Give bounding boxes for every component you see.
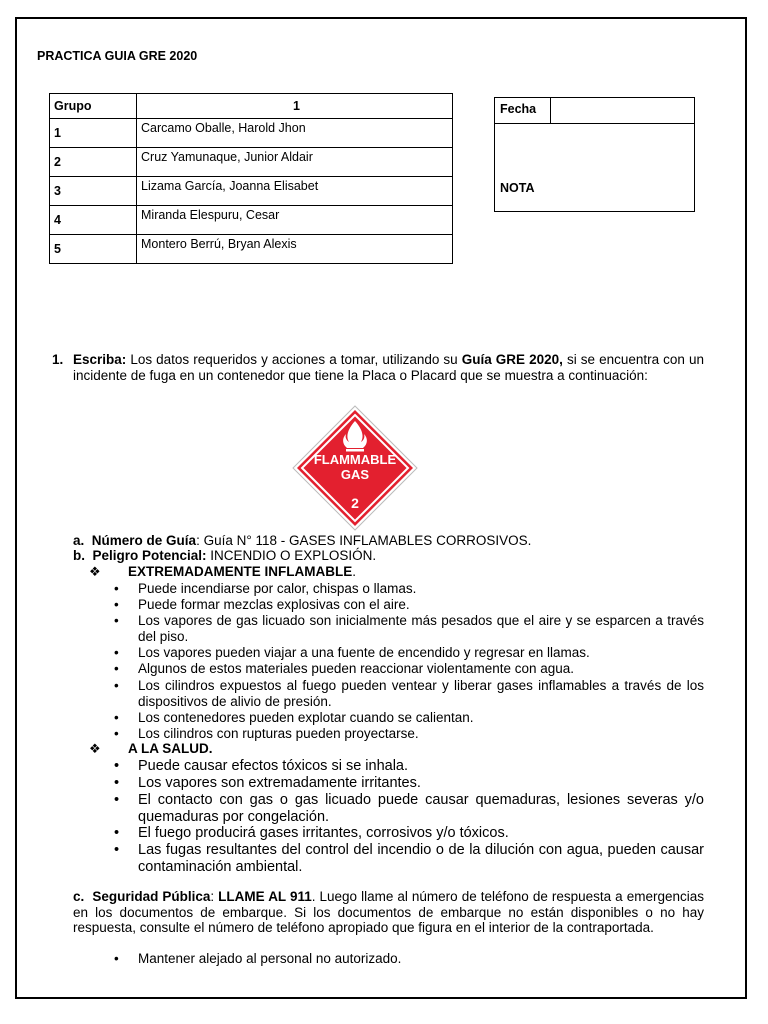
list-item: • Los vapores son extremadamente irritantes. [138, 775, 704, 792]
item-a-label: Número de Guía [91, 533, 197, 548]
grade-label: NOTA [500, 181, 535, 195]
group-header-value: 1 [137, 94, 453, 119]
item-c-text: . Luego llame al número de teléfono de respuesta a emergencias en los documentos de embarque. Si los documentos de embarque no están disponibles o no hay respuesta, consulte el número de teléfono apropiado que figura en el interior de la contraportada. [73, 889, 704, 935]
list-item: • Puede formar mezclas explosivas con el aire. [138, 597, 704, 613]
diamond-bullet-icon: ❖ [89, 564, 101, 579]
table-row [50, 177, 453, 206]
row-number: 3 [50, 177, 137, 206]
item-c [73, 889, 704, 936]
row-number: 5 [50, 235, 137, 264]
list-item: • Puede causar efectos tóxicos si se inhala. [138, 758, 704, 775]
question-guide: Guía GRE 2020, [461, 352, 563, 367]
placard-line2: GAS [340, 467, 370, 482]
table-header-row [50, 94, 453, 119]
list-item: • Los contenedores pueden explotar cuando se calientan. [138, 710, 704, 726]
item-c-letter: c. [73, 889, 85, 904]
placard-class-number: 2 [351, 495, 359, 511]
question-text-a: Los datos requeridos y acciones a tomar, utilizando su [126, 352, 462, 367]
member-name: Montero Berrú, Bryan Alexis [137, 235, 453, 264]
table-row [50, 148, 453, 177]
question-number: 1. [52, 352, 64, 367]
item-b-label: Peligro Potencial: [92, 548, 207, 563]
item-b [73, 548, 376, 564]
date-field[interactable] [551, 98, 694, 123]
fire-heading [128, 564, 356, 580]
item-a-value: Guía N° 118 - GASES INFLAMABLES CORROSIVOS. [199, 533, 532, 548]
placard-line1: FLAMMABLE [313, 452, 397, 467]
row-number: 4 [50, 206, 137, 235]
diamond-bullet-icon: ❖ [89, 741, 101, 756]
member-name: Carcamo Oballe, Harold Jhon [137, 119, 453, 148]
group-header-label: Grupo [50, 94, 137, 119]
list-item: • El fuego producirá gases irritantes, corrosivos y/o tóxicos. [138, 825, 704, 842]
question-lead: Escriba: [73, 352, 127, 367]
fire-heading-period: . [352, 564, 357, 579]
page-title: PRACTICA GUIA GRE 2020 [37, 49, 198, 63]
list-item: • Los cilindros con rupturas pueden proyectarse. [138, 726, 704, 742]
item-a-letter: a. [73, 533, 85, 548]
list-item: • El contacto con gas o gas licuado puede causar quemaduras, lesiones severas y/o quemaduras por congelación. [138, 792, 704, 825]
list-item: • Los vapores de gas licuado son inicialmente más pesados que el aire y se esparcen a través del piso. [138, 613, 704, 644]
list-item: • Puede incendiarse por calor, chispas o llamas. [138, 581, 704, 597]
list-item: • Algunos de estos materiales pueden reaccionar violentamente con agua. [138, 661, 704, 677]
list-item: • Los vapores pueden viajar a una fuente de encendido y regresar en llamas. [138, 645, 704, 661]
list-item: • Mantener alejado al personal no autorizado. [138, 951, 704, 967]
item-a-sep: : [196, 533, 200, 548]
table-row [50, 206, 453, 235]
list-item: • Las fugas resultantes del control del incendio o de la dilución con agua, pueden causar contaminación ambiental. [138, 842, 704, 875]
member-name: Miranda Elespuru, Cesar [137, 206, 453, 235]
health-heading: A LA SALUD. [128, 741, 213, 756]
item-a [73, 533, 531, 549]
date-row [495, 98, 694, 124]
item-b-letter: b. [73, 548, 85, 563]
row-number: 2 [50, 148, 137, 177]
question-1 [52, 352, 704, 384]
member-name: Cruz Yamunaque, Junior Aldair [137, 148, 453, 177]
list-item: • Los cilindros expuestos al fuego pueden ventear y liberar gases inflamables a través de los dispositivos de alivio de presión. [138, 678, 704, 709]
group-table [49, 93, 453, 264]
item-c-sep: : [210, 889, 219, 904]
table-row [50, 235, 453, 264]
flammable-gas-placard [291, 404, 419, 532]
item-b-value: INCENDIO O EXPLOSIÓN. [206, 548, 377, 563]
question-text [73, 352, 704, 384]
fire-heading-text: EXTREMADAMENTE INFLAMABLE [128, 564, 353, 579]
date-label: Fecha [495, 98, 551, 123]
row-number: 1 [50, 119, 137, 148]
item-c-label: Seguridad Pública [92, 889, 211, 904]
member-name: Lizama García, Joanna Elisabet [137, 177, 453, 206]
item-c-call: LLAME AL 911 [218, 889, 312, 904]
table-row [50, 119, 453, 148]
question-text-b: si se encuentra con un incidente de fuga en un contenedor que tiene la Placa o Placard que se muestra a continuación: [73, 352, 705, 383]
grade-box [494, 97, 695, 212]
